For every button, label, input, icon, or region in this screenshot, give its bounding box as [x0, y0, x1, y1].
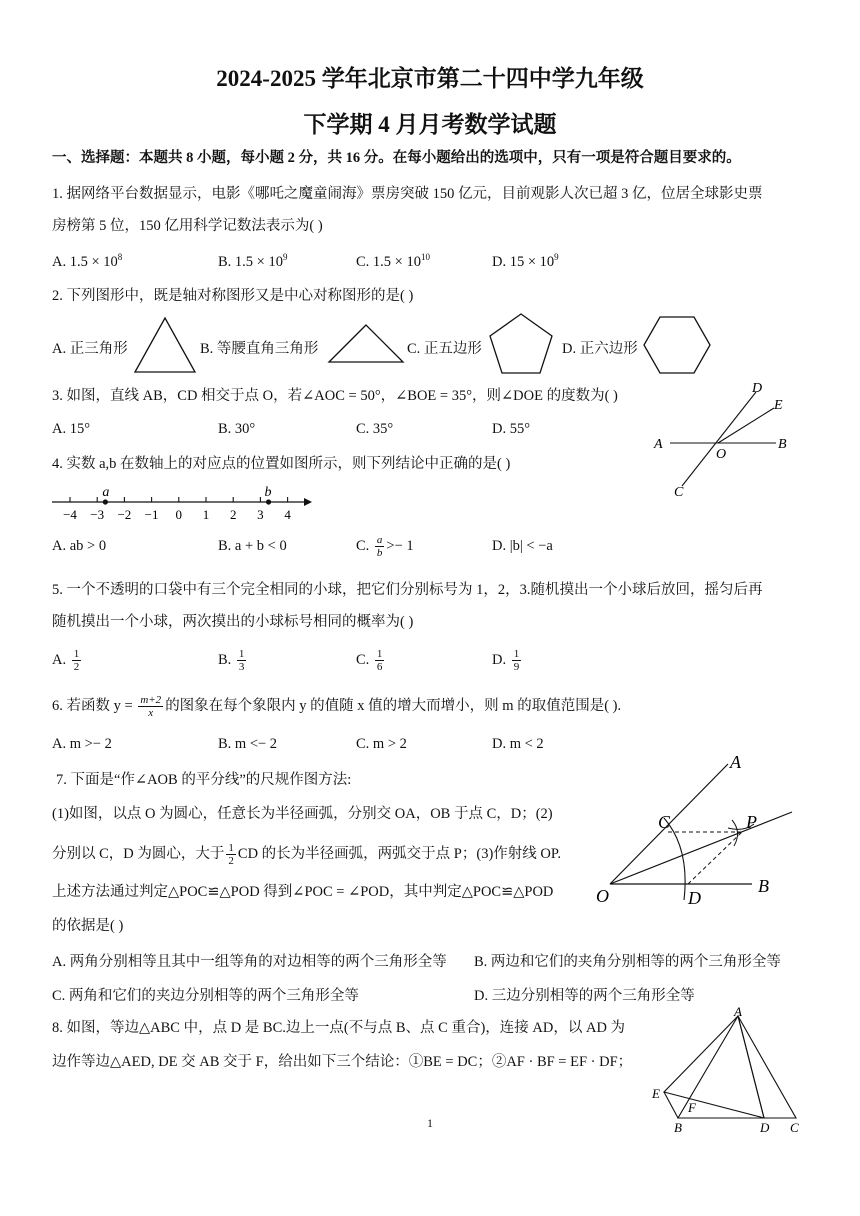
label-c: C — [674, 485, 684, 500]
q3-option-c: C. 35° — [356, 421, 394, 437]
q7-stem-line2: (1)如图，以点 O 为圆心，任意长为半径画弧，分别交 OA，OB 于点 C，D；(2) — [52, 806, 553, 822]
label-o: O — [596, 886, 609, 906]
q2-option-a: A. 正三角形 — [52, 341, 128, 357]
q7-option-b: B. 两边和它们的夹角分别相等的两个三角形全等 — [474, 954, 781, 970]
q5-stem-line1: 5. 一个不透明的口袋中有三个完全相同的小球，把它们分别标号为 1，2，3.随机摸出一个小球后放回，摇匀后再 — [52, 582, 763, 598]
q3-stem: 3. 如图，直线 AB，CD 相交于点 O，若∠AOC = 50°，∠BOE = 35°，则∠DOE 的度数为( ) — [52, 388, 618, 404]
q3-option-d: D. 55° — [492, 421, 531, 437]
axis-arrow — [304, 498, 312, 506]
ray-op — [610, 812, 792, 884]
q3-figure-intersecting-lines — [648, 378, 798, 503]
label-a: A — [734, 1006, 742, 1019]
tick-label: 1 — [202, 507, 210, 522]
title-line-1: 2024-2025 学年北京市第二十四中学九年级 — [216, 66, 644, 91]
tick-label: 0 — [175, 507, 183, 522]
q1-option-c: C. $1.5 \times 10^{10}$ — [356, 252, 430, 270]
point-b — [266, 499, 271, 504]
q6-option-c: C. m > 2 — [356, 736, 407, 752]
point-a — [103, 499, 108, 504]
tick-label: −3 — [90, 507, 105, 522]
q6-option-b: B. m <− 2 — [218, 736, 278, 752]
page-number: 1 — [427, 1116, 433, 1130]
triangle-aed — [664, 1016, 764, 1118]
q4-number-line — [50, 480, 320, 526]
label-e: E — [652, 1086, 660, 1101]
tick-label: −1 — [144, 507, 159, 522]
q2-stem: 2. 下列图形中，既是轴对称图形又是中心对称图形的是( ) — [52, 288, 414, 304]
label-c: C — [790, 1120, 799, 1135]
q7-stem-line4: 上述方法通过判定△POC≌△POD 得到∠POC = ∠POD，其中判定△POC≌△POD — [52, 884, 554, 900]
q7-option-a: A. 两角分别相等且其中一组等角的对边相等的两个三角形全等 — [52, 954, 447, 970]
q1-option-d: D. $15 \times 10^9$ — [492, 252, 559, 270]
equilateral-triangle-figure — [132, 315, 198, 375]
q4-option-d: D. |b| < −a — [492, 538, 553, 554]
label-a: A — [730, 752, 741, 772]
q6-option-a: A. m >− 2 — [52, 736, 112, 752]
q7-stem-line1: 7. 下面是“作∠AOB 的平分线”的尺规作图方法: — [56, 772, 352, 788]
label-p: P — [746, 812, 757, 832]
tick-label: 3 — [257, 507, 264, 522]
line-cd — [682, 392, 756, 486]
tick-label: −2 — [117, 507, 132, 522]
label-b: B — [778, 437, 787, 452]
label-b: B — [758, 876, 769, 896]
q5-option-d: D. $\frac{1}{9}$ — [492, 648, 520, 673]
q2-option-b: B. 等腰直角三角形 — [200, 341, 319, 357]
q1-stem-line2: 房榜第 5 位，150 亿用科学记数法表示为( ) — [52, 218, 323, 234]
q1-stem-line1: 1. 据网络平台数据显示，电影《哪吒之魔童闹海》票房突破 150 亿元，目前观影人次已超 3 亿，位居全球影史票 — [52, 186, 763, 202]
q6-stem: 6. 若函数 y = $\frac{m+2}{x}$ 的图象在每个象限内 y 的值随 x 值的增大而增小，则 m 的取值范围是( ). — [52, 694, 622, 719]
regular-hexagon-figure — [642, 315, 712, 375]
title-line-2: 下学期 4 月月考数学试题 — [303, 112, 557, 137]
segment-eb — [664, 1092, 678, 1118]
segment-dp — [688, 832, 742, 884]
label-d: D — [688, 888, 701, 908]
q4-option-b: B. a + b < 0 — [218, 538, 287, 554]
q4-option-a: A. ab > 0 — [52, 538, 107, 554]
q7-stem-line5: 的依据是( ) — [52, 918, 124, 934]
q5-option-b: B. $\frac{1}{3}$ — [218, 648, 245, 673]
section-heading: 一、选择题：本题共 8 小题，每小题 2 分，共 16 分。在每小题给出的选项中，只有一项是符合题目要求的。 — [52, 150, 741, 166]
regular-pentagon-figure — [487, 311, 555, 377]
q7-option-c: C. 两角和它们的夹边分别相等的两个三角形全等 — [52, 988, 359, 1004]
ray-oe — [718, 408, 774, 443]
tick-label: 2 — [229, 507, 237, 522]
q8-stem-line2: 边作等边△AED, DE 交 AB 交于 F，给出如下三个结论：①BE = DC；②AF · BF = EF · DF； — [52, 1054, 633, 1070]
label-f: F — [688, 1100, 696, 1115]
q2-option-d: D. 正六边形 — [562, 341, 638, 357]
label-d: D — [760, 1120, 770, 1135]
q1-option-a: A. $1.5 \times 10^8$ — [52, 252, 123, 270]
label-a: A — [654, 437, 663, 452]
label-c: C — [658, 812, 671, 832]
label-e: E — [774, 398, 783, 413]
label-d: D — [752, 381, 763, 396]
q7-figure-angle-bisector — [592, 752, 802, 910]
tick-label: −4 — [63, 507, 77, 522]
q2-option-c: C. 正五边形 — [407, 341, 482, 357]
q5-option-c: C. $\frac{1}{6}$ — [356, 648, 383, 673]
q4-option-c: C. $\frac{a}{b}$ >− 1 — [356, 534, 414, 559]
q1-option-b: B. $1.5 \times 10^9$ — [218, 252, 288, 270]
q5-stem-line2: 随机摸出一个小球，两次摸出的小球标号相同的概率为( ) — [52, 614, 414, 630]
q7-option-d: D. 三边分别相等的两个三角形全等 — [474, 988, 695, 1004]
q7-stem-line3: 分别以 C，D 为圆心，大于 $\frac{1}{2}$ CD 的长为半径画弧，两弧交于点 P；(3)作射线 OP. — [52, 842, 561, 867]
label-b: B — [674, 1120, 682, 1135]
q6-option-d: D. m < 2 — [492, 736, 544, 752]
label-a: a — [102, 485, 110, 500]
q4-stem: 4. 实数 a,b 在数轴上的对应点的位置如图所示，则下列结论中正确的是( ) — [52, 456, 511, 472]
label-o: O — [716, 447, 727, 462]
q3-option-a: A. 15° — [52, 421, 91, 437]
q3-option-b: B. 30° — [218, 421, 256, 437]
label-b: b — [264, 485, 272, 500]
q8-stem-line1: 8. 如图，等边△ABC 中，点 D 是 BC.边上一点(不与点 B、点 C 重合)，连接 AD，以 AD 为 — [52, 1020, 626, 1036]
arc-p1 — [732, 820, 738, 846]
isosceles-right-triangle-figure — [326, 322, 406, 366]
q5-option-a: A. $\frac{1}{2}$ — [52, 648, 80, 673]
tick-label: 4 — [284, 507, 291, 522]
